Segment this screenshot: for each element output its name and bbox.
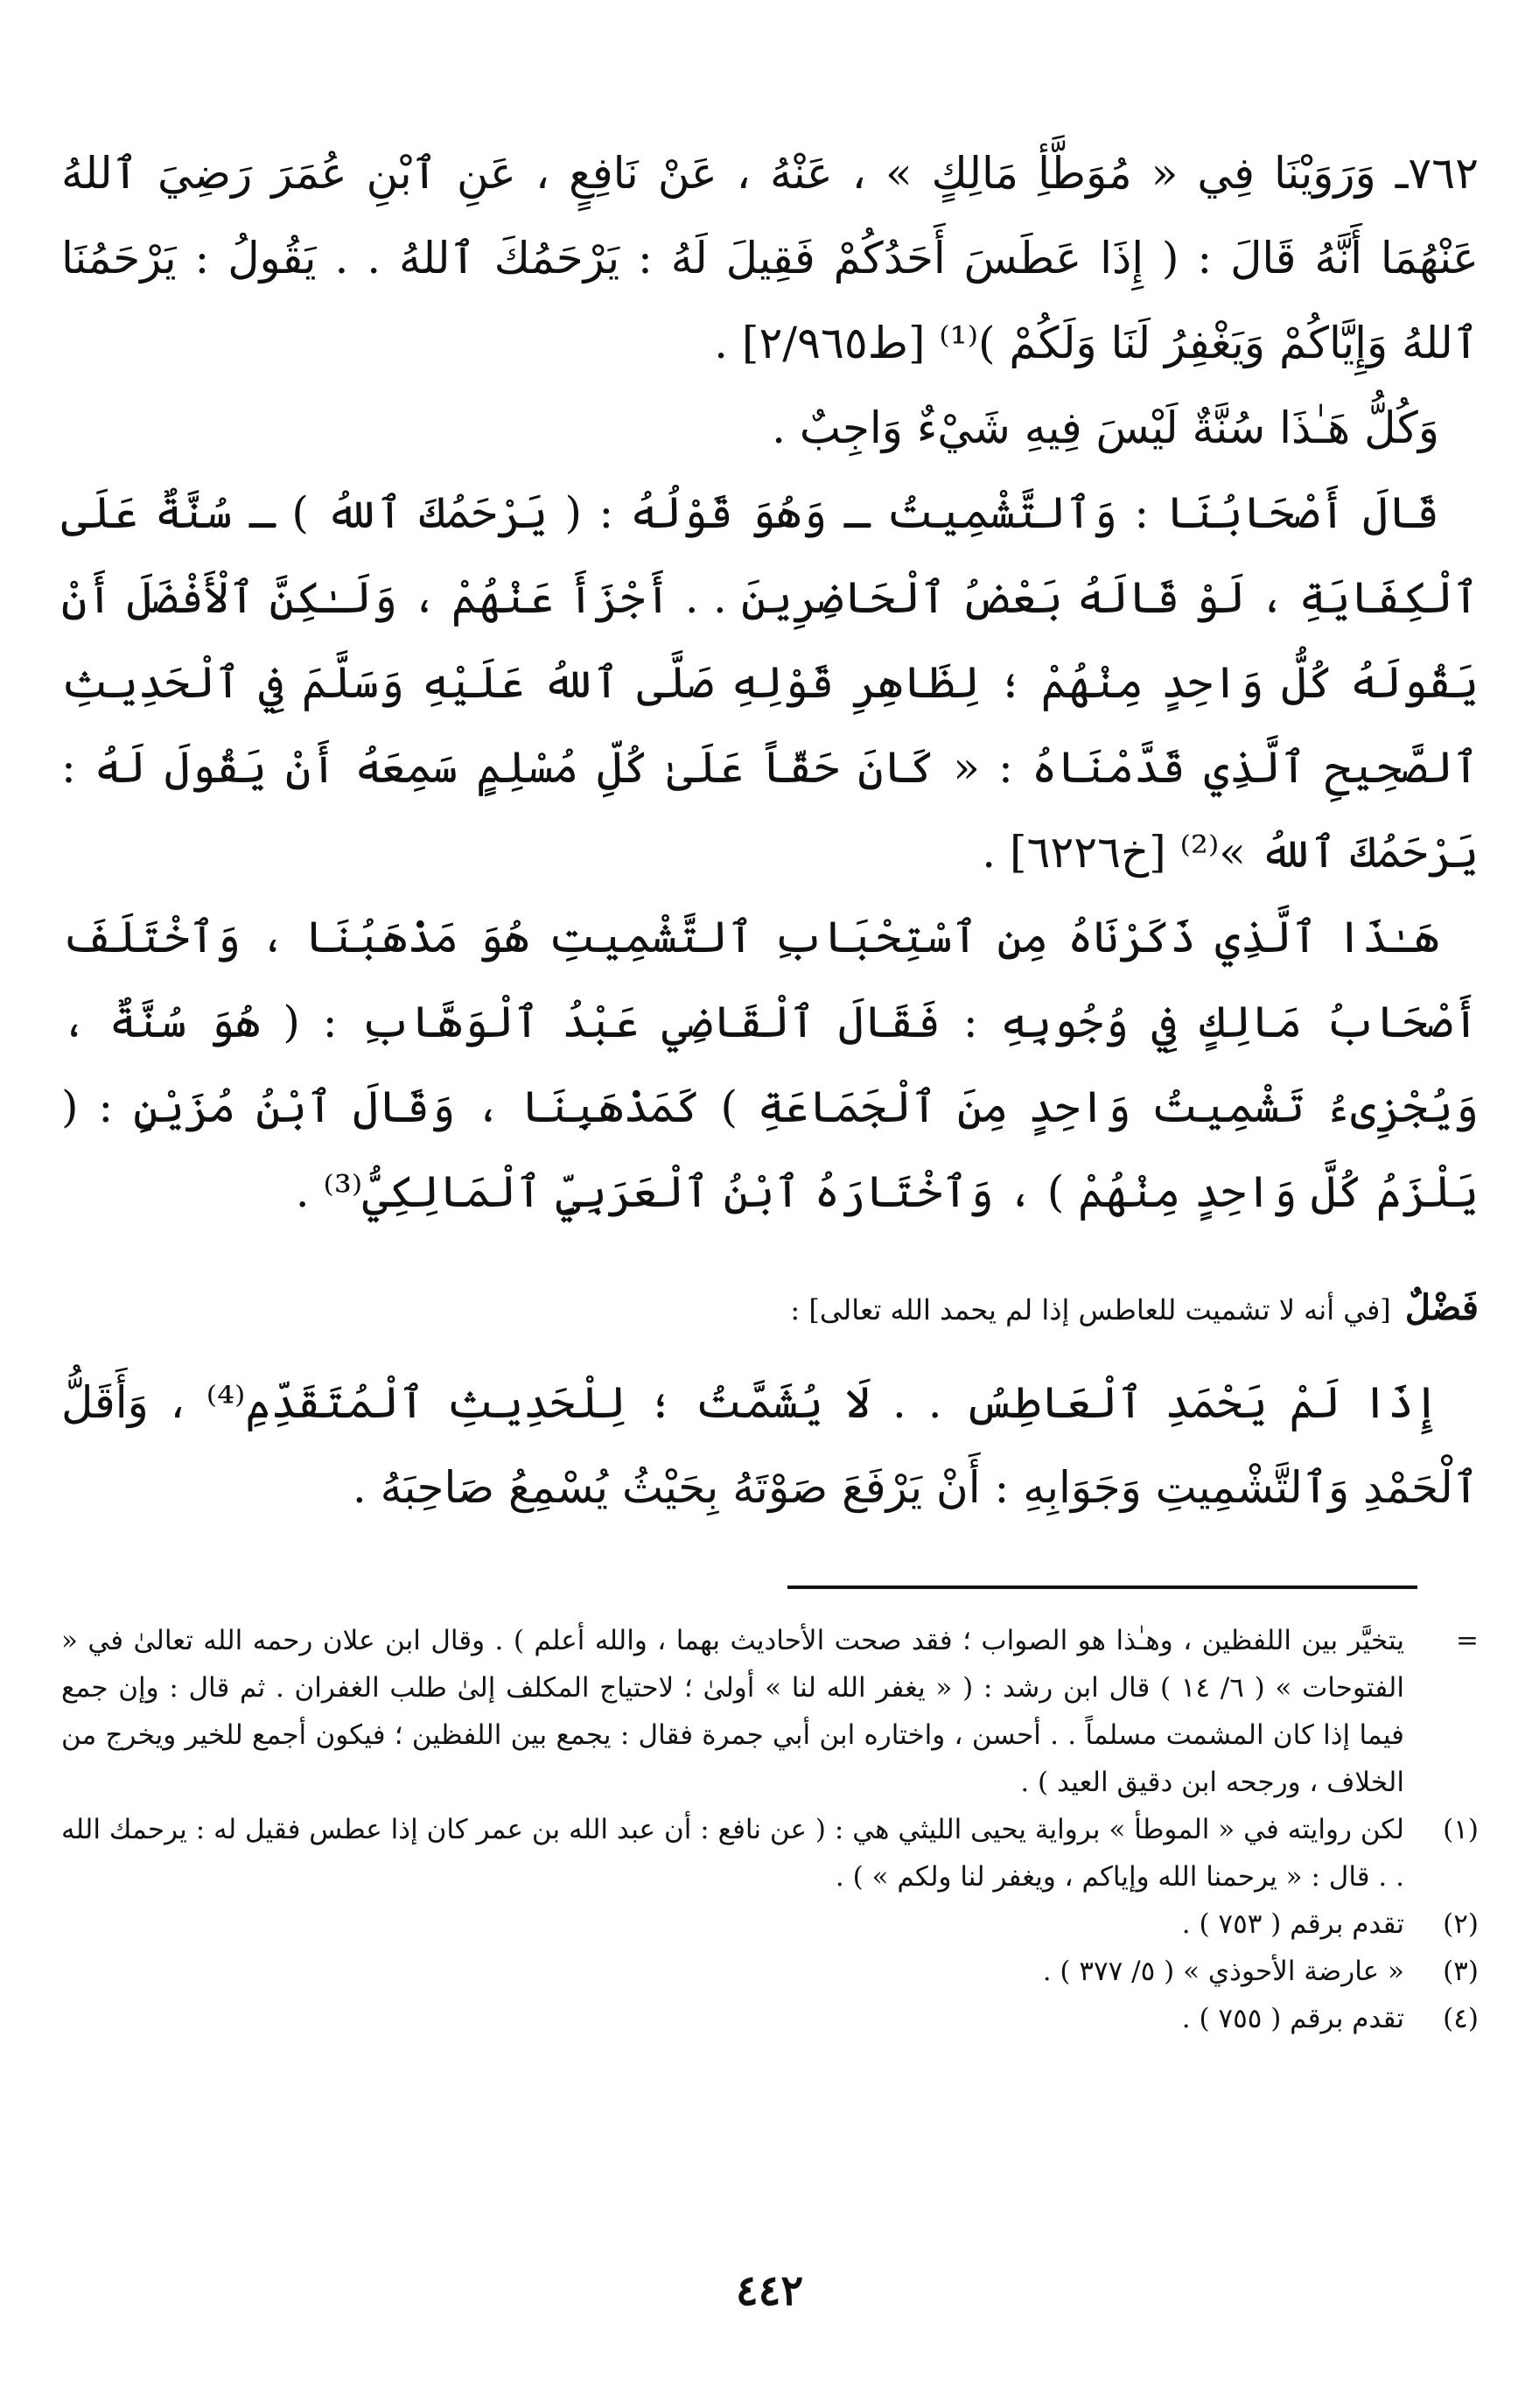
footnote-marker: (١) (1443, 1814, 1479, 1845)
footnote-text: لكن روايته في « الموطأ » برواية يحيى الليثي هي : ( عن نافع : أن عبد الله بن عمر كان إذا عطس فقيل له : يرحمك الله . . قال : « يرحمنا الله وإياكم ، ويغفر لنا ولكم » ) . (61, 1814, 1404, 1893)
footnote-text: يتخيَّر بين اللفظين ، وهـٰذا هو الصواب ؛ فقد صحت الأحاديث بهما ، والله أعلم ) . وقال ابن علان رحمه الله تعالىٰ في « الفتوحات » ( ٦/ ١٤ ) قال ابن رشد : ( « يغفر الله لنا » أولىٰ ؛ لاحتياج المكلف إلىٰ طلب الغفران . ثم قال : وإن جمع فيما إذا كان المشمت مسلماً . . أحسن ، واختاره ابن أبي جمرة فقال : يجمع بين اللفظين ؛ فيكون أجمع للخير ويخرج من الخلاف ، ورجحه ابن دقيق العيد ) . (61, 1625, 1404, 1798)
footnote-text: « عارضة الأحوذي » ( ٥/ ٣٧٧ ) . (1042, 1956, 1404, 1987)
footnote-marker: (٣) (1443, 1956, 1479, 1987)
footnote-text: تقدم برقم ( ٧٥٣ ) . (1181, 1908, 1404, 1940)
footnote-marker: = (1456, 1625, 1479, 1656)
footnote-2 (61, 1900, 1479, 1948)
section-paragraph: إِذَا لَمْ يَحْمَدِ ٱلْعَاطِسُ . . لَا يُشَمَّتُ ؛ لِلْحَدِيثِ ٱلْمُتَقَدِّمِ⁽⁴⁾ ، وَأَقَلُّ ٱلْحَمْدِ وَٱلتَّشْمِيتِ وَجَوَابِهِ : أَنْ يَرْفَعَ صَوْتَهُ بِحَيْثُ يُسْمِعُ صَاحِبَهُ . (61, 1377, 1479, 1513)
footnote-3 (61, 1948, 1479, 1995)
footnote-4 (61, 1995, 1479, 2042)
companions-paragraph: قَالَ أَصْحَابُنَا : وَٱلتَّشْمِيتُ ـ وَهُوَ قَوْلُهُ : ( يَرْحَمُكَ ٱللهُ ) ـ سُنَّةٌ عَلَى ٱلْكِفَايَةِ ، لَوْ قَالَهُ بَعْضُ ٱلْحَاضِرِينَ . . أَجْزَأَ عَنْهُمْ ، وَلَـٰكِنَّ ٱلْأَفْضَلَ أَنْ يَقُولَهُ كُلُّ وَاحِدٍ مِنْهُمْ ؛ لِظَاهِرِ قَوْلِهِ صَلَّى ٱللهُ عَلَيْهِ وَسَلَّمَ فِي ٱلْحَدِيثِ ٱلصَّحِيحِ ٱلَّذِي قَدَّمْنَاهُ : « كَانَ حَقّاً عَلَىٰ كُلِّ مُسْلِمٍ سَمِعَهُ أَنْ يَقُولَ لَهُ : يَرْحَمُكَ ٱللهُ »⁽²⁾ [خ٦٢٢٦] . (61, 487, 1479, 878)
section-label: فَضْلٌ (1404, 1287, 1479, 1328)
section-text-block (61, 1361, 1479, 1530)
footnote-continuation (61, 1617, 1479, 1806)
footnote-1 (61, 1806, 1479, 1900)
section-title: [في أنه لا تشميت للعاطس إذا لم يحمد الله تعالى] : (790, 1293, 1391, 1326)
hadith-paragraph: ٧٦٢ـ وَرَوَيْنَا فِي « مُوَطَّأِ مَالِكٍ » ، عَنْهُ ، عَنْ نَافِعٍ ، عَنِ ٱبْنِ عُمَرَ رَضِيَ ٱللهُ عَنْهُمَا أَنَّهُ قَالَ : ( إِذَا عَطَسَ أَحَدُكُمْ فَقِيلَ لَهُ : يَرْحَمُكَ ٱللهُ . . يَقُولُ : يَرْحَمُنَا ٱللهُ وَإِيَّاكُمْ وَيَغْفِرُ لَنَا وَلَكُمْ )⁽¹⁾ [ط٢/٩٦٥] . (61, 148, 1479, 368)
footnote-marker: (٢) (1443, 1908, 1479, 1940)
ruling-paragraph: وَكُلُّ هَـٰذَا سُنَّةٌ لَيْسَ فِيهِ شَيْءٌ وَاجِبٌ . (772, 402, 1439, 453)
madhhab-paragraph: هَـٰذَا ٱلَّذِي ذَكَرْنَاهُ مِنِ ٱسْتِحْبَابِ ٱلتَّشْمِيتِ هُوَ مَذْهَبُنَا ، وَٱخْتَلَفَ أَصْحَابُ مَالِكٍ فِي وُجُوبِهِ : فَقَالَ ٱلْقَاضِي عَبْدُ ٱلْوَهَّابِ : ( هُوَ سُنَّةٌ ، وَيُجْزِىءُ تَشْمِيتُ وَاحِدٍ مِنَ ٱلْجَمَاعَةِ ) كَمَذْهَبِنَا ، وَقَالَ ٱبْنُ مُزَيْنٍ : ( يَلْزَمُ كُلَّ وَاحِدٍ مِنْهُمْ ) ، وَٱخْتَارَهُ ٱبْنُ ٱلْعَرَبِيِّ ٱلْمَالِكِيُّ⁽³⁾ . (61, 912, 1479, 1217)
section-heading (61, 1286, 1479, 1332)
footnote-marker: (٤) (1443, 2003, 1479, 2034)
footnote-divider (787, 1586, 1417, 1589)
main-text-block (61, 131, 1479, 1235)
footnote-text: تقدم برقم ( ٧٥٥ ) . (1181, 2003, 1404, 2034)
footnotes (61, 1617, 1479, 2042)
page-number: ٤٤٢ (735, 2266, 804, 2315)
